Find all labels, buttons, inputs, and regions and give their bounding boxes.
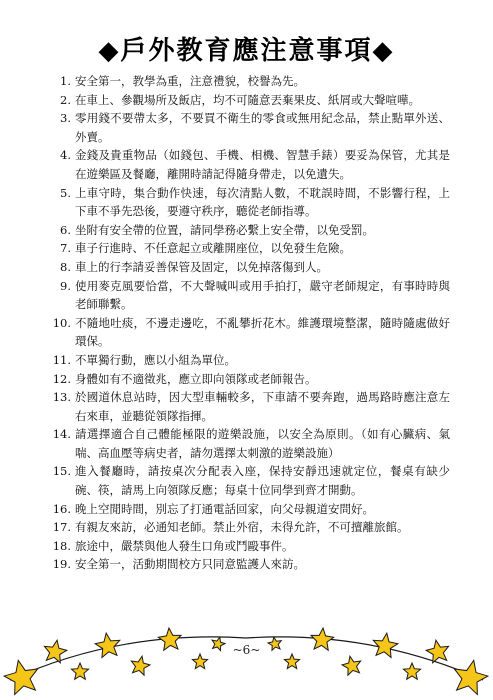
rule-text: 請選擇適合自己體能極限的遊樂設施，以安全為原則。（如有心臟病、氣喘、高血壓等病史者，請勿選擇太刺激的遊樂設施） — [75, 427, 450, 460]
rule-text: 金錢及貴重物品（如錢包、手機、相機、智慧手錶）要妥為保管，尤其是在遊樂區及餐廳，離開時請記得隨身帶走，以免遺失。 — [75, 148, 450, 181]
rule-item — [50, 91, 450, 110]
rule-text: 上車守時，集合動作快速，每次清點人數，不耽誤時間，不影響行程，上下車不爭先恐後，要遵守秩序，聽從老師指導。 — [75, 185, 450, 219]
star-icon — [71, 663, 88, 679]
rule-text: 於國道休息站時，因大型車輛較多，下車請不要奔跑，過馬路時應注意左右來車，並聽從領隊指揮。 — [75, 390, 450, 423]
page-number: ~6~ — [232, 643, 261, 657]
rule-number: 8. — [60, 259, 71, 274]
rule-text: 不單獨行動，應以小組為單位。 — [75, 352, 236, 367]
rule-text: 車上的行李請妥善保管及固定，以免掉落傷到人。 — [75, 259, 328, 274]
rule-item — [50, 72, 450, 91]
rule-number: 3. — [60, 111, 71, 126]
rule-item — [50, 370, 450, 389]
rules-list — [50, 72, 450, 574]
rule-item — [50, 109, 450, 146]
rule-number: 7. — [60, 241, 71, 256]
rule-item — [50, 425, 450, 462]
rule-text: 晚上空閒時間，別忘了打通電話回家，向父母親道安問好。 — [75, 501, 374, 516]
rule-text: 身體如有不適徵兆，應立即向領隊或老師報告。 — [75, 371, 317, 386]
rule-number: 10. — [52, 315, 71, 330]
star-icon — [341, 654, 363, 676]
rule-item — [50, 351, 450, 370]
rule-item — [50, 555, 450, 574]
rule-text: 進入餐廳時，請按桌次分配表入座，保持安靜迅速就定位，餐桌有缺少碗、筷，請馬上向領隊反應；每桌十位同學到齊才開動。 — [75, 464, 450, 498]
rule-text: 不隨地吐痰，不邊走邊吃，不亂攀折花木。維護環境整潔，隨時隨處做好環保。 — [75, 315, 450, 349]
rule-number: 6. — [60, 222, 71, 237]
rule-number: 11. — [52, 352, 71, 367]
rule-number: 15. — [52, 464, 71, 479]
rule-item — [50, 221, 450, 240]
star-icon — [2, 657, 42, 696]
rule-item — [50, 388, 450, 425]
rule-number: 5. — [60, 185, 71, 200]
rule-number: 12. — [52, 371, 71, 386]
rule-text: 有親友來訪，必通知老師。禁止外宿，未得允許，不可擅離旅館。 — [75, 520, 409, 535]
rule-text: 旅途中，嚴禁與他人發生口角或鬥毆事件。 — [75, 538, 294, 553]
rule-number: 16. — [52, 501, 71, 516]
star-icon — [129, 654, 151, 676]
rule-item — [50, 184, 450, 221]
rule-text: 車子行進時、不任意起立或離開座位，以免發生危險。 — [75, 241, 351, 256]
rule-number: 14. — [52, 427, 71, 442]
rule-text: 零用錢不要帶太多，不要買不衛生的零食或無用紀念品，禁止點單外送、外賣。 — [75, 111, 450, 144]
rule-item — [50, 146, 450, 183]
rule-number: 2. — [60, 92, 71, 107]
rule-text: 安全第一，教學為重，注意禮貌，校譽為先。 — [75, 74, 305, 88]
rule-text: 使用麥克風要恰當，不大聲喊叫或用手拍打，嚴守老師規定，有事時時與老師聯繫。 — [75, 278, 450, 312]
rule-number: 1. — [60, 74, 71, 88]
rule-text: 坐附有安全帶的位置，請同學務必繫上安全帶，以免受罰。 — [75, 222, 374, 237]
star-icon — [450, 657, 490, 696]
rule-number: 18. — [52, 538, 71, 553]
rule-item — [50, 239, 450, 258]
rule-item — [50, 462, 450, 499]
rule-item — [50, 518, 450, 537]
rule-number: 17. — [52, 520, 71, 535]
rule-number: 19. — [52, 557, 71, 572]
star-icon — [403, 663, 420, 679]
page-title: ◆戶外教育應注意事項◆ — [98, 36, 395, 66]
rule-number: 13. — [52, 390, 71, 405]
rule-text: 在車上、參觀場所及飯店，均不可隨意丟棄果皮、紙屑或大聲喧嘩。 — [75, 92, 420, 107]
rule-item — [50, 277, 450, 314]
rule-item — [50, 258, 450, 277]
rule-item — [50, 314, 450, 351]
rule-number: 9. — [60, 278, 71, 293]
rule-item — [50, 500, 450, 519]
rule-text: 安全第一，活動期間校方只同意監護人來訪。 — [75, 557, 305, 572]
rule-number: 4. — [60, 148, 71, 163]
rule-item — [50, 537, 450, 556]
